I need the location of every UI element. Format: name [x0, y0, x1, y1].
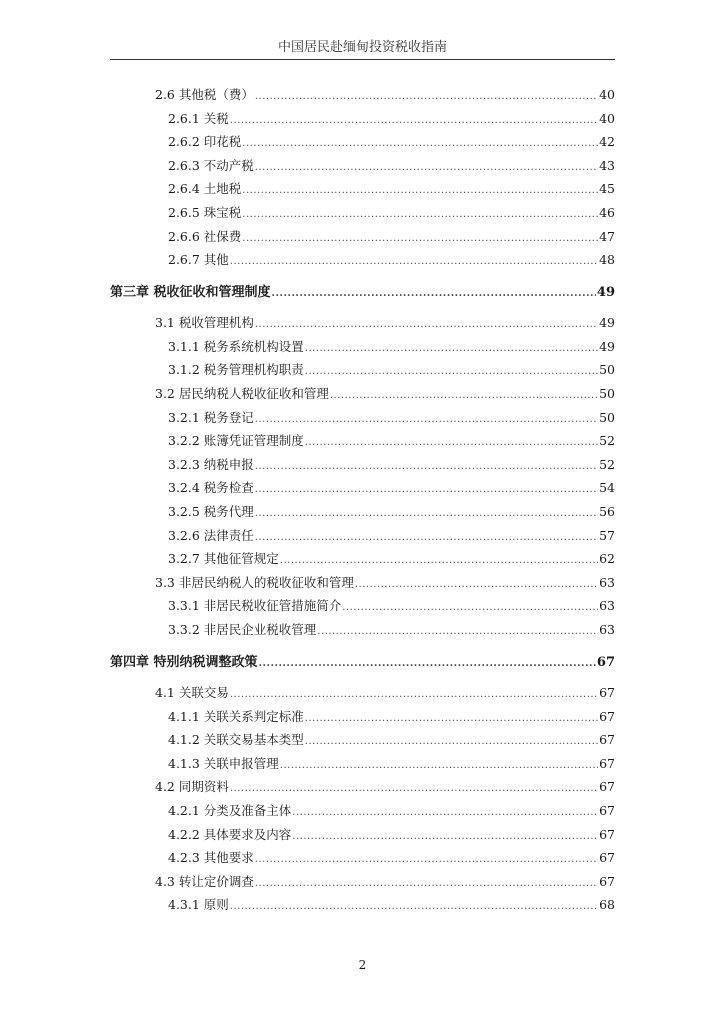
toc-entry[interactable] — [155, 313, 615, 331]
toc-entry-label: 4.2.1 分类及准备主体 — [168, 803, 292, 818]
toc-entry-page: 49 — [599, 315, 615, 331]
toc-dot-leader — [255, 91, 598, 102]
toc-entry-page: 67 — [599, 685, 615, 700]
toc-dot-leader — [242, 209, 598, 220]
toc-dot-leader — [355, 579, 598, 590]
toc-entry-page: 67 — [599, 755, 615, 771]
toc-entry-label: 2.6.2 印花税 — [168, 134, 242, 150]
toc-entry-label: 3.3 非居民纳税人的税收征收和管理 — [155, 574, 354, 590]
toc-entry-label: 4.1.1 关联关系判定标准 — [168, 708, 304, 724]
toc-entry[interactable] — [168, 549, 615, 567]
toc-entry[interactable] — [168, 227, 615, 245]
toc-entry-page: 67 — [599, 826, 615, 842]
toc-entry-page: 42 — [599, 134, 615, 150]
toc-entry-label: 2.6.3 不动产税 — [168, 157, 254, 173]
toc-entry[interactable] — [155, 777, 615, 795]
toc-entry-page: 50 — [599, 386, 615, 401]
toc-dot-leader — [230, 689, 598, 700]
toc-entry[interactable] — [168, 478, 615, 496]
toc-entry-page: 45 — [599, 181, 615, 197]
toc-entry-label: 4.3 转让定价调查 — [155, 873, 254, 889]
toc-entry-label: 4.1.2 关联交易基本类型 — [168, 732, 304, 748]
toc-dot-leader — [255, 162, 598, 173]
toc-entry-label: 3.2 居民纳税人税收征收和管理 — [155, 386, 329, 401]
toc-dot-leader — [259, 658, 596, 669]
toc-dot-leader — [255, 508, 598, 519]
toc-entry-label: 3.3.2 非居民企业税收管理 — [168, 622, 317, 637]
toc-entry[interactable] — [168, 250, 615, 268]
toc-entry-page: 46 — [599, 205, 615, 220]
toc-entry-label: 2.6 其他税（费） — [155, 87, 254, 102]
toc-entry-page: 67 — [596, 655, 615, 670]
toc-entry-page: 57 — [599, 527, 615, 543]
toc-entry[interactable] — [168, 825, 615, 843]
toc-entry-page: 56 — [599, 504, 615, 519]
toc-entry[interactable] — [168, 754, 615, 772]
toc-entry-label: 4.3.1 原则 — [168, 897, 229, 913]
toc-dot-leader — [305, 437, 598, 448]
toc-dot-leader — [255, 414, 598, 425]
toc-dot-leader — [255, 484, 598, 495]
toc-entry-page: 62 — [599, 551, 615, 567]
toc-dot-leader — [342, 602, 598, 613]
toc-entry-page: 40 — [599, 87, 615, 102]
toc-entry-label: 4.2 同期资料 — [155, 779, 229, 795]
toc-entry[interactable] — [168, 596, 615, 614]
toc-dot-leader — [255, 854, 598, 865]
toc-entry-label: 3.1 税收管理机构 — [155, 315, 254, 331]
toc-dot-leader — [292, 807, 598, 818]
toc-entry[interactable] — [155, 683, 615, 701]
toc-entry-label: 2.6.1 关税 — [168, 110, 229, 126]
toc-dot-leader — [242, 185, 598, 196]
toc-dot-leader — [255, 461, 598, 472]
toc-entry[interactable] — [168, 848, 615, 866]
toc-dot-leader — [230, 115, 598, 126]
toc-chapter-entry[interactable] — [110, 281, 615, 300]
toc-entry-label: 2.6.6 社保费 — [168, 228, 242, 244]
toc-dot-leader — [305, 343, 598, 354]
toc-entry-label: 3.2.3 纳税申报 — [168, 456, 254, 472]
toc-entry-page: 52 — [599, 456, 615, 472]
toc-entry[interactable] — [168, 455, 615, 473]
toc-entry-label: 第四章 特别纳税调整政策 — [110, 655, 258, 670]
toc-dot-leader — [255, 878, 598, 889]
toc-dot-leader — [255, 532, 598, 543]
toc-dot-leader — [317, 626, 598, 637]
toc-entry-label: 4.2.3 其他要求 — [168, 850, 254, 866]
toc-entry-page: 52 — [599, 433, 615, 449]
toc-entry[interactable] — [168, 179, 615, 197]
toc-entry-page: 43 — [599, 157, 615, 173]
toc-entry-page: 48 — [599, 252, 615, 268]
toc-entry-label: 第三章 税收征收和管理制度 — [110, 285, 271, 301]
toc-dot-leader — [305, 713, 598, 724]
toc-entry-page: 47 — [599, 228, 615, 244]
toc-entry-page: 63 — [599, 574, 615, 590]
toc-entry-label: 2.6.7 其他 — [168, 252, 229, 268]
toc-entry[interactable] — [168, 895, 615, 913]
toc-entry-page: 67 — [599, 850, 615, 866]
toc-entry[interactable] — [168, 730, 615, 748]
toc-entry-page: 67 — [599, 732, 615, 748]
toc-dot-leader — [230, 901, 598, 912]
toc-entry-label: 3.2.1 税务登记 — [168, 409, 254, 425]
toc-entry[interactable] — [168, 337, 615, 355]
toc-entry[interactable] — [168, 408, 615, 426]
toc-entry-page: 67 — [599, 873, 615, 889]
toc-entry[interactable] — [155, 384, 615, 402]
toc-entry-label: 4.1.3 关联申报管理 — [168, 755, 279, 771]
toc-entry[interactable] — [168, 109, 615, 127]
toc-entry[interactable] — [168, 360, 615, 378]
toc-entry[interactable] — [168, 620, 615, 638]
toc-entry-page: 67 — [599, 779, 615, 795]
toc-dot-leader — [255, 319, 598, 330]
toc-entry-page: 40 — [599, 110, 615, 126]
toc-entry-page: 50 — [599, 362, 615, 378]
toc-entry-page: 67 — [599, 803, 615, 818]
toc-dot-leader — [230, 256, 598, 267]
toc-entry[interactable] — [155, 85, 615, 103]
toc-entry-page: 50 — [599, 409, 615, 425]
toc-dot-leader — [242, 138, 598, 149]
toc-entry[interactable] — [168, 156, 615, 174]
toc-entry-page: 49 — [599, 338, 615, 354]
toc-chapter-entry[interactable] — [110, 651, 615, 670]
toc-entry[interactable] — [168, 707, 615, 725]
toc-entry-page: 63 — [599, 598, 615, 614]
toc-entry-label: 3.2.5 税务代理 — [168, 504, 254, 519]
toc-entry-label: 3.2.6 法律责任 — [168, 527, 254, 543]
toc-dot-leader — [272, 288, 596, 299]
toc-entry-label: 3.2.7 其他征管规定 — [168, 551, 279, 567]
toc-entry[interactable] — [168, 132, 615, 150]
toc-entry-page: 54 — [599, 480, 615, 496]
toc-entry-label: 3.2.4 税务检查 — [168, 480, 254, 496]
toc-entry[interactable] — [168, 203, 615, 221]
toc-entry-page: 68 — [599, 897, 615, 913]
toc-dot-leader — [292, 831, 598, 842]
toc-entry[interactable] — [168, 526, 615, 544]
toc-entry-label: 4.1 关联交易 — [155, 685, 229, 700]
page-number: 2 — [358, 958, 367, 972]
toc-dot-leader — [242, 233, 598, 244]
toc-dot-leader — [305, 736, 598, 747]
toc-entry-label: 2.6.5 珠宝税 — [168, 205, 242, 220]
toc-entry-label: 4.2.2 具体要求及内容 — [168, 826, 292, 842]
toc-entry-page: 49 — [596, 285, 615, 301]
toc-dot-leader — [305, 366, 598, 377]
toc-entry[interactable] — [155, 573, 615, 591]
toc-entry-page: 67 — [599, 708, 615, 724]
toc-dot-leader — [330, 390, 598, 401]
toc-entry-label: 3.2.2 账簿凭证管理制度 — [168, 433, 304, 449]
toc-entry-label: 2.6.4 土地税 — [168, 181, 242, 197]
toc-entry-label: 3.1.2 税务管理机构职责 — [168, 362, 304, 378]
toc-entry[interactable] — [168, 431, 615, 449]
header-divider — [110, 59, 615, 60]
toc-entry[interactable] — [168, 502, 615, 520]
toc-dot-leader — [280, 555, 598, 566]
toc-entry-page: 63 — [599, 622, 615, 637]
toc-entry-label: 3.3.1 非居民税收征管措施简介 — [168, 598, 342, 614]
toc-entry[interactable] — [155, 872, 615, 890]
toc-dot-leader — [280, 760, 598, 771]
toc-entry-label: 3.1.1 税务系统机构设置 — [168, 338, 304, 354]
running-header-title: 中国居民赴缅甸投资税收指南 — [277, 40, 447, 55]
toc-entry[interactable] — [168, 801, 615, 819]
toc-dot-leader — [230, 783, 598, 794]
